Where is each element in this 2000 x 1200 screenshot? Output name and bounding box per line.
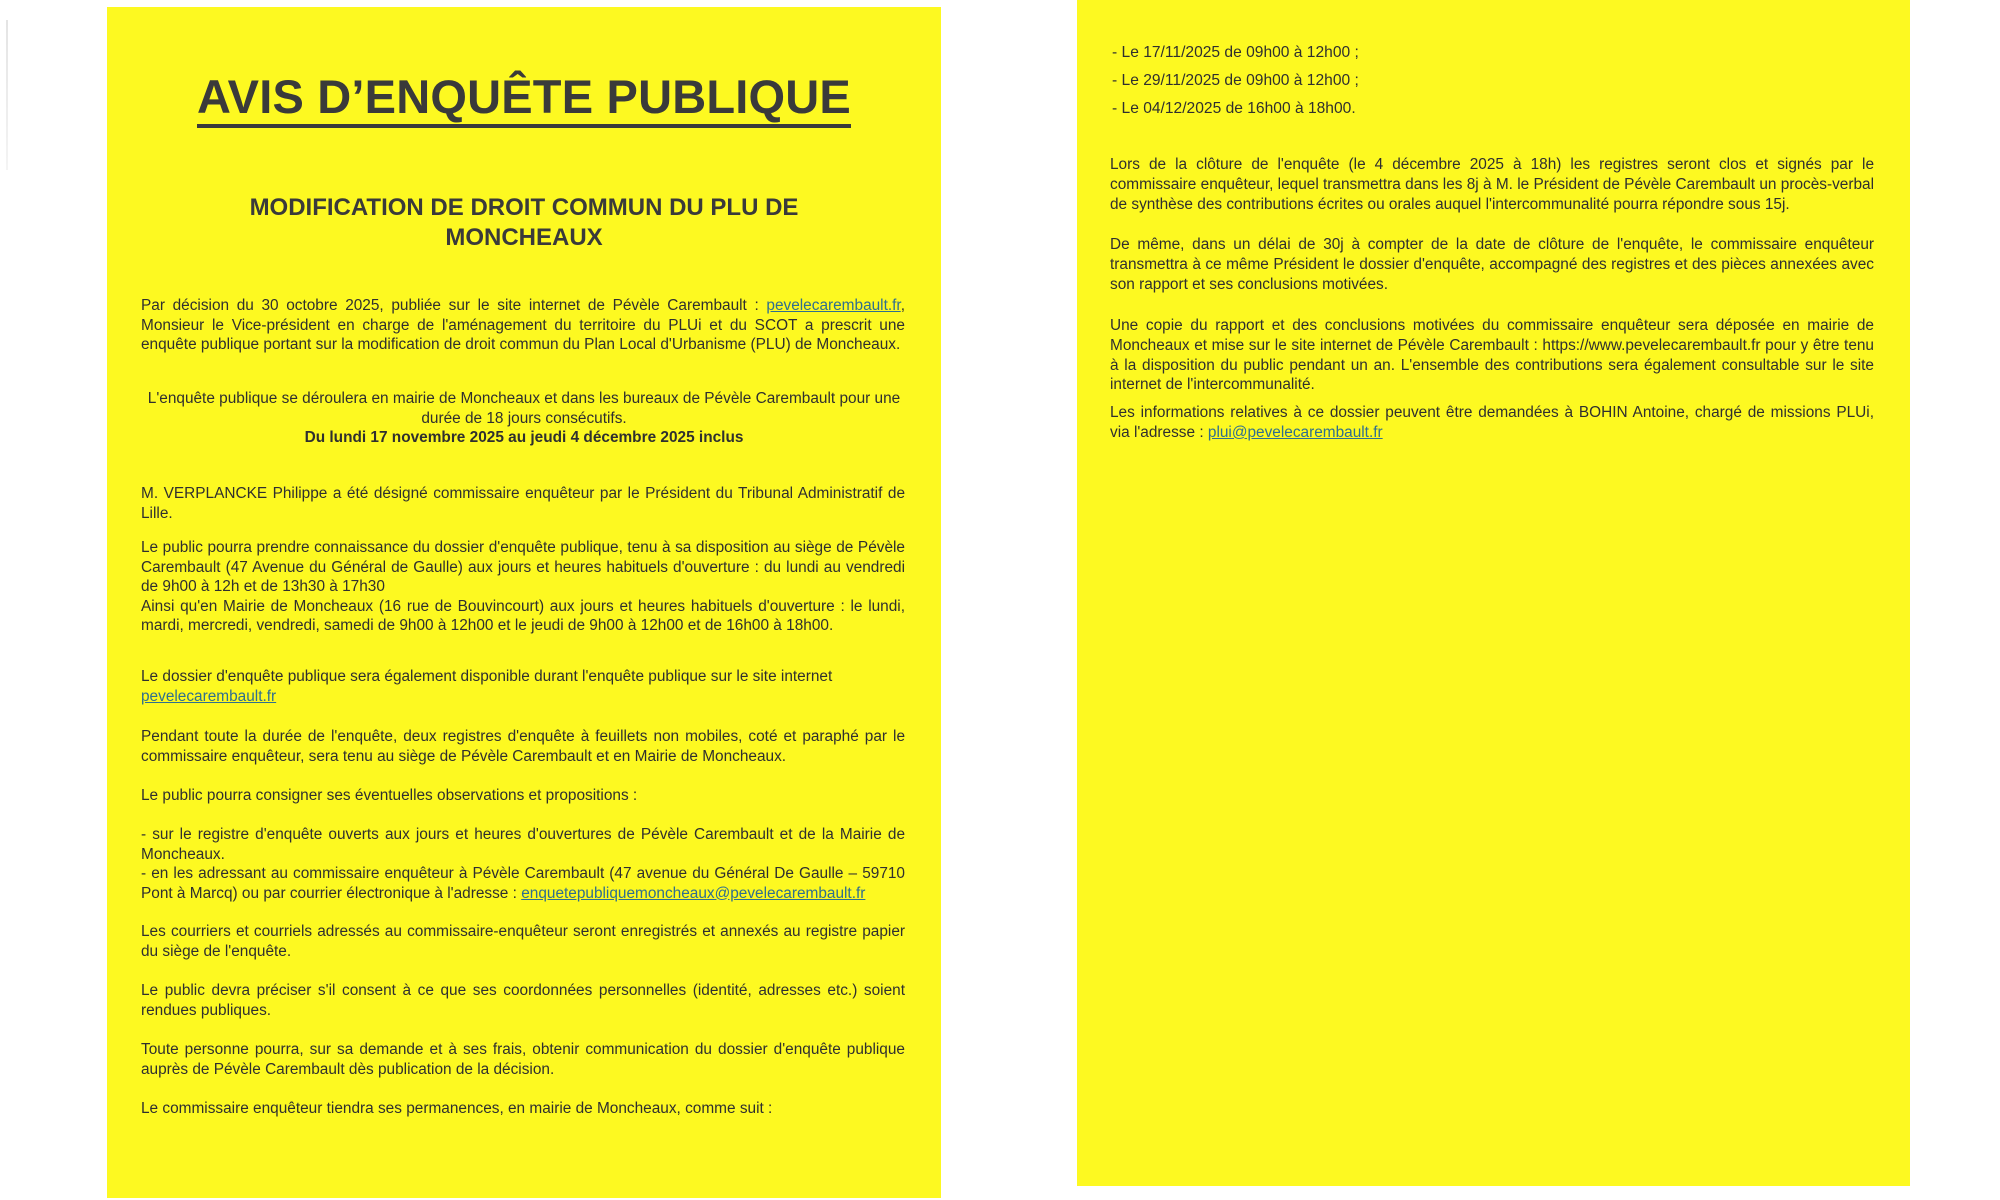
plui-email-link[interactable]: plui@pevelecarembault.fr bbox=[1207, 423, 1383, 441]
method-mail-text: - en les adressant au commissaire enquêteur à Pévèle Carembault (47 avenue du Général De Gaulle – 59710 Pont à Marcq) ou par courrier électronique à l'adresse : bbox=[141, 865, 905, 902]
decision-text: Par décision du 30 octobre 2025, publiée sur le site internet de Pévèle Carembault : bbox=[141, 297, 767, 314]
communication-paragraph: Toute personne pourra, sur sa demande et à ses frais, obtenir communication du dossier d'enquête publique auprès de Pévèle Carembault dès publication de la décision. bbox=[141, 1041, 905, 1078]
consultation-mairie-text: Ainsi qu'en Mairie de Moncheaux (16 rue de Bouvincourt) aux jours et heures habituels d'ouverture : le lundi, mardi, mercredi, vendredi, samedi de 9h00 à 12h00 et le jeudi de 9h00 à 12h00 et de 16h00 à 18h00. bbox=[141, 597, 905, 634]
website-link[interactable]: pevelecarembault.fr bbox=[766, 297, 901, 314]
schedule-item: - Le 17/11/2025 de 09h00 à 12h00 ; bbox=[1112, 44, 1359, 61]
schedule-item: - Le 29/11/2025 de 09h00 à 12h00 ; bbox=[1112, 72, 1359, 89]
contact-paragraph bbox=[1110, 403, 1874, 443]
consultation-paragraph bbox=[141, 538, 905, 636]
duration-text: L'enquête publique se déroulera en mairie de Moncheaux et dans les bureaux de Pévèle Carembault pour une durée de 18 jours consécutifs. bbox=[147, 390, 901, 427]
report-availability-paragraph: Une copie du rapport et des conclusions motivées du commissaire enquêteur sera déposée en mairie de Moncheaux et mise sur le site internet de Pévèle Carembault : https://www.pevelecarembault.fr pour y être tenu à la disposition du public pendant un an. L'ensemble des contributions sera également consultable sur le site internet de l'intercommunalité. bbox=[1110, 317, 1874, 394]
method-register: - sur le registre d'enquête ouverts aux jours et heures d'ouvertures de Pévèle Carembault et de la Mairie de Moncheaux. bbox=[141, 826, 905, 863]
notice-subtitle: MODIFICATION DE DROIT COMMUN DU PLU DE MONCHEAUX bbox=[249, 194, 799, 251]
observations-methods bbox=[141, 825, 905, 903]
website-link-2[interactable]: pevelecarembault.fr bbox=[141, 687, 277, 705]
notice-title-text: AVIS D’ENQUÊTE PUBLIQUE bbox=[197, 70, 851, 128]
closure-paragraph: Lors de la clôture de l'enquête (le 4 décembre 2025 à 18h) les registres seront clos et signés par le commissaire enquêteur, lequel transmettra dans les 8j à M. le Président de Pévèle Carembault un procès-verbal de synthèse des contributions écrites ou orales auquel l'intercommunalité pourra répondre sous 15j. bbox=[1110, 156, 1874, 213]
report-transmission-paragraph: De même, dans un délai de 30j à compter de la date de clôture de l'enquête, le commissaire enquêteur transmettra à ce même Président le dossier d'enquête, accompagné des registres et des pièces annexées avec son rapport et ses conclusions motivées. bbox=[1110, 236, 1874, 293]
online-dossier-paragraph bbox=[141, 667, 905, 706]
method-mail bbox=[141, 864, 905, 903]
registers-paragraph: Pendant toute la durée de l'enquête, deux registres d'enquête à feuillets non mobiles, coté et paraphé par le commissaire enquêteur, sera tenu au siège de Pévèle Carembault et en Mairie de Moncheaux. bbox=[141, 728, 905, 765]
privacy-paragraph: Le public devra préciser s'il consent à ce que ses coordonnées personnelles (identité, adresses etc.) soient rendues publiques. bbox=[141, 982, 905, 1019]
commissioner-paragraph: M. VERPLANCKE Philippe a été désigné commissaire enquêteur par le Président du Tribunal Administratif de Lille. bbox=[141, 485, 905, 522]
online-dossier-text: Le dossier d'enquête publique sera également disponible durant l'enquête publique sur le site internet bbox=[141, 668, 833, 685]
notice-page-1 bbox=[107, 7, 941, 1198]
duration-paragraph bbox=[147, 389, 901, 448]
observations-intro: Le public pourra consigner ses éventuelles observations et propositions : bbox=[141, 787, 638, 804]
schedule-item: - Le 04/12/2025 de 16h00 à 18h00. bbox=[1112, 100, 1356, 117]
correspondence-paragraph: Les courriers et courriels adressés au commissaire-enquêteur seront enregistrés et annexés au registre papier du siège de l'enquête. bbox=[141, 923, 905, 960]
scan-edge-mark bbox=[6, 20, 8, 170]
permanences-intro: Le commissaire enquêteur tiendra ses permanences, en mairie de Moncheaux, comme suit : bbox=[141, 1100, 773, 1117]
decision-text-rest: , Monsieur le Vice-président en charge de l'aménagement du territoire du PLUi et du SCOT a prescrit une enquête publique portant sur la modification de droit commun du Plan Local d'Urbanisme (PLU) de Moncheaux. bbox=[141, 297, 905, 353]
notice-title bbox=[107, 69, 941, 124]
decision-paragraph bbox=[141, 296, 905, 355]
notice-page-2 bbox=[1077, 0, 1910, 1186]
inquiry-dates: Du lundi 17 novembre 2025 au jeudi 4 décembre 2025 inclus bbox=[304, 429, 744, 446]
consultation-hq-text: Le public pourra prendre connaissance du dossier d'enquête publique, tenu à sa disposition au siège de Pévèle Carembault (47 Avenue du Général de Gaulle) aux jours et heures habituels d'ouverture : du lundi au vendredi de 9h00 à 12h et de 13h30 à 17h30 bbox=[141, 539, 905, 595]
contact-text: Les informations relatives à ce dossier peuvent être demandées à BOHIN Antoine, chargé de missions PLUi, via l'adresse : bbox=[1110, 404, 1874, 441]
inquiry-email-link[interactable]: enquetepubliquemoncheaux@pevelecarembault.fr bbox=[521, 884, 866, 902]
